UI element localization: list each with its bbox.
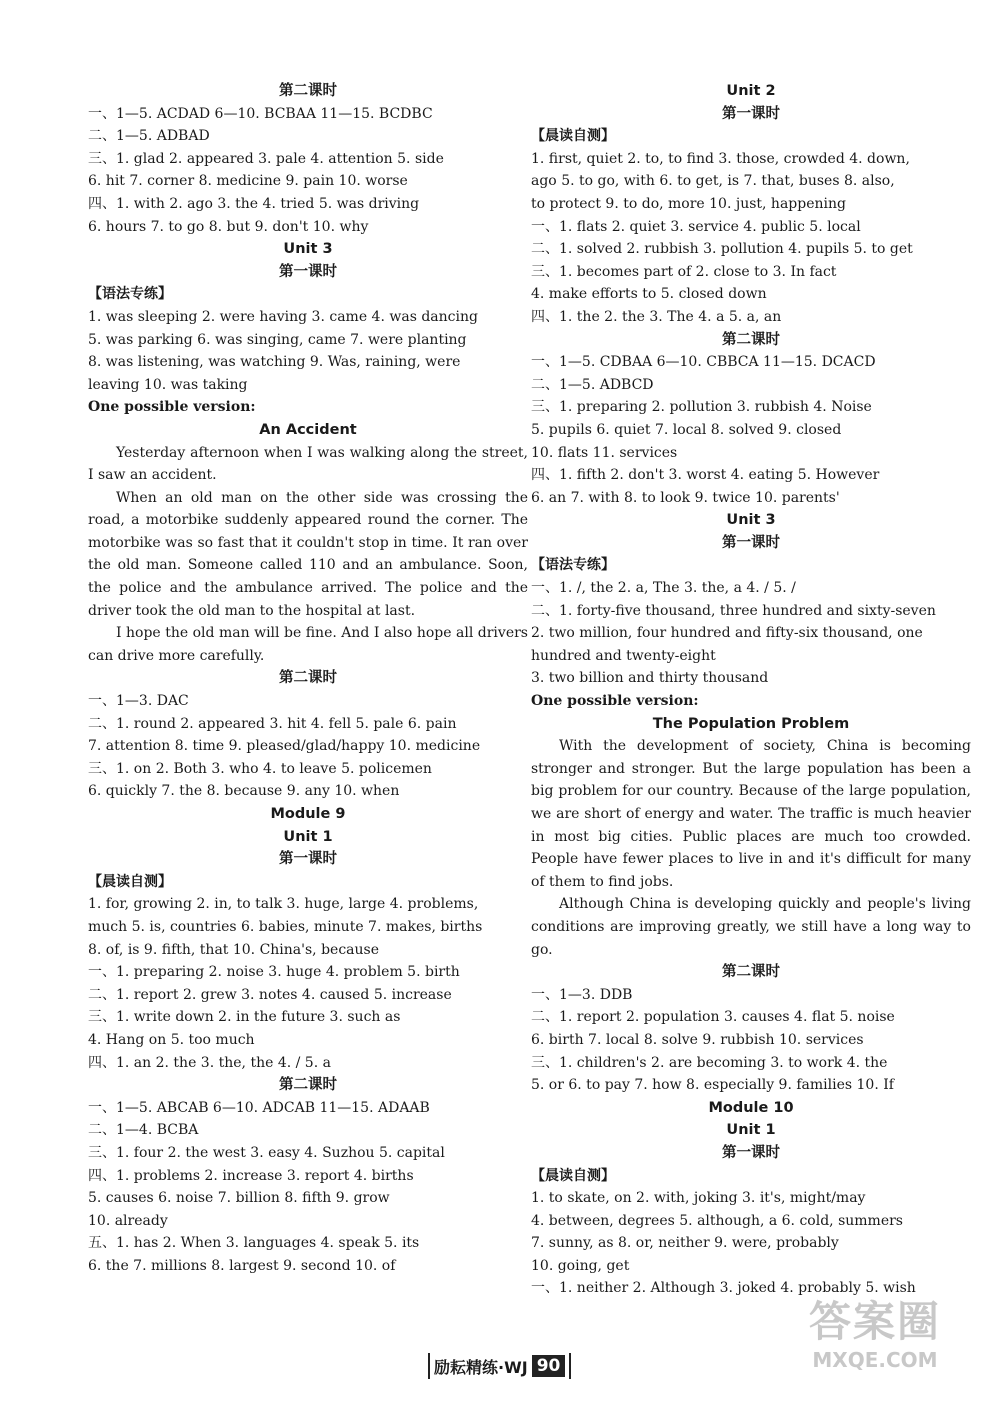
exercise-heading: 【晨读自测】 xyxy=(531,128,615,145)
section-heading: 第一课时 xyxy=(722,105,780,122)
section-heading: 第一课时 xyxy=(279,263,337,280)
answer-line: 二、1. report 2. population 3. causes 4. flat 5. noise xyxy=(531,1009,895,1026)
answer-line: 5. causes 6. noise 7. billion 8. fifth 9. grow xyxy=(88,1190,390,1207)
answer-line: 一、1—3. DAC xyxy=(88,693,189,710)
exercise-heading: 【晨读自测】 xyxy=(88,873,172,890)
section-heading: 第二课时 xyxy=(279,83,337,99)
watermark-text: 答案圈 xyxy=(808,1297,941,1346)
exercise-heading: 【语法专练】 xyxy=(531,557,615,574)
unit-heading: Unit 2 xyxy=(726,83,776,99)
answer-line: 10. going, get xyxy=(531,1257,630,1274)
answer-line: 一、1. neither 2. Although 3. joked 4. probably 5. wish xyxy=(531,1280,916,1297)
answer-line: 7. attention 8. time 9. pleased/glad/happy 10. medicine xyxy=(88,738,481,755)
answer-line: 6. quickly 7. the 8. because 9. any 10. when xyxy=(88,783,400,800)
essay-paragraph: I hope the old man will be fine. And I also hope all drivers can drive more carefully. xyxy=(88,625,528,664)
answer-line: 5. pupils 6. quiet 7. local 8. solved 9. closed xyxy=(531,421,842,438)
section-heading: 第一课时 xyxy=(722,1144,780,1161)
essay-paragraph: When an old man on the other side was crossing the road, a motorbike suddenly appeared round the corner. The motorbike was so fast that it couldn't stop in time. It ran over the old man. Someone called 110 and an ambulance. Soon, the police and the ambulance arrived. The police and the driver took the old man to the hospital at last. xyxy=(88,489,528,619)
answer-line: 6. birth 7. local 8. solve 9. rubbish 10. services xyxy=(531,1031,864,1048)
answer-line: 四、1. problems 2. increase 3. report 4. births xyxy=(88,1167,414,1184)
answer-line: 6. an 7. with 8. to look 9. twice 10. parents' xyxy=(531,489,840,506)
answer-line: 4. between, degrees 5. although, a 6. cold, summers xyxy=(531,1212,903,1229)
answer-line: much 5. is, countries 6. babies, minute 7. makes, births xyxy=(88,918,483,935)
answer-line: 4. Hang on 5. too much xyxy=(88,1031,255,1048)
answer-line: 10. flats 11. services xyxy=(531,444,678,461)
section-heading: 第二课时 xyxy=(279,670,337,687)
exercise-heading: 【晨读自测】 xyxy=(531,1167,615,1184)
essay-title: An Accident xyxy=(259,421,357,438)
answer-line: hundred and twenty-eight xyxy=(531,647,716,664)
answer-line: 一、1. flats 2. quiet 3. service 4. public 5. local xyxy=(531,218,861,235)
watermark-url: MXQE.COM xyxy=(812,1348,938,1372)
answer-line: 四、1. an 2. the 3. the, the 4. / 5. a xyxy=(88,1054,331,1071)
section-heading: 第一课时 xyxy=(279,851,337,868)
answer-line: 2. two million, four hundred and fifty-six thousand, one xyxy=(531,625,923,642)
page-footer xyxy=(428,1352,571,1380)
answer-line: 三、1. write down 2. in the future 3. such as xyxy=(88,1009,401,1026)
answer-line: 二、1—5. ADBCD xyxy=(531,376,654,393)
answer-line: 二、1—4. BCBA xyxy=(88,1122,199,1139)
brand-label: 励耘精练·WJ xyxy=(434,1357,528,1377)
answer-line: 4. make efforts to 5. closed down xyxy=(531,286,767,303)
right-column xyxy=(531,80,971,1300)
answer-line: 一、1—3. DDB xyxy=(531,986,633,1003)
answer-line: 3. two billion and thirty thousand xyxy=(531,670,769,687)
answer-line: 8. of, is 9. fifth, that 10. China's, because xyxy=(88,941,380,958)
essay-title: The Population Problem xyxy=(652,715,850,732)
essay-paragraph: Although China is developing quickly and people's living conditions are improving greatly, we still have a long way to go. xyxy=(531,896,971,958)
unit-heading: Unit 3 xyxy=(283,241,333,258)
answer-line: 二、1. solved 2. rubbish 3. pollution 4. pupils 5. to get xyxy=(531,241,913,258)
answer-line: 三、1. becomes part of 2. close to 3. In fact xyxy=(531,263,837,280)
section-heading: 第二课时 xyxy=(722,964,780,981)
answer-line: 7. sunny, as 8. or, neither 9. were, probably xyxy=(531,1235,839,1252)
unit-heading: Unit 3 xyxy=(726,512,776,529)
answer-line: 1. to skate, on 2. with, joking 3. it's, might/may xyxy=(531,1190,866,1207)
exercise-heading: 【语法专练】 xyxy=(88,286,172,303)
answer-line: 三、1. four 2. the west 3. easy 4. Suzhou 5. capital xyxy=(88,1144,445,1161)
answer-line: 四、1. with 2. ago 3. the 4. tried 5. was driving xyxy=(88,195,420,212)
page-number: 90 xyxy=(532,1355,566,1377)
answer-line: to protect 9. to do, more 10. just, happening xyxy=(531,195,846,212)
answer-line: 四、1. fifth 2. don't 3. worst 4. eating 5. However xyxy=(531,467,880,484)
answer-line: 四、1. the 2. the 3. The 4. a 5. a, an xyxy=(531,308,782,325)
answer-line: 三、1. preparing 2. pollution 3. rubbish 4. Noise xyxy=(531,399,872,416)
answer-line: 一、1—5. CDBAA 6—10. CBBCA 11—15. DCACD xyxy=(531,354,876,371)
answer-line: 五、1. has 2. When 3. languages 4. speak 5. its xyxy=(88,1235,420,1252)
watermark-logo xyxy=(780,1297,970,1377)
answer-line: 二、1. forty-five thousand, three hundred and sixty-seven xyxy=(531,602,936,619)
answer-line: 1. for, growing 2. in, to talk 3. huge, large 4. problems, xyxy=(88,896,479,913)
answer-line: 三、1. on 2. Both 3. who 4. to leave 5. policemen xyxy=(88,760,432,777)
answer-line: 10. already xyxy=(88,1212,168,1229)
answer-line: 三、1. children's 2. are becoming 3. to work 4. the xyxy=(531,1054,888,1071)
divider xyxy=(428,1353,430,1379)
module-heading: Module 10 xyxy=(708,1099,794,1116)
answer-line: 二、1. report 2. grew 3. notes 4. caused 5. increase xyxy=(88,986,452,1003)
unit-heading: Unit 1 xyxy=(283,828,333,845)
answer-line: 6. hours 7. to go 8. but 9. don't 10. why xyxy=(88,218,369,235)
answer-line: 8. was listening, was watching 9. Was, raining, were xyxy=(88,354,461,371)
essay-paragraph: Yesterday afternoon when I was walking along the street, I saw an accident. xyxy=(88,444,528,484)
answer-line: 一、1—5. ACDAD 6—10. BCBAA 11—15. BCDBC xyxy=(88,105,433,122)
answer-line: 一、1. preparing 2. noise 3. huge 4. problem 5. birth xyxy=(88,964,460,981)
answer-line: 6. the 7. millions 8. largest 9. second 10. of xyxy=(88,1257,396,1274)
answer-line: 二、1—5. ADBAD xyxy=(88,128,210,145)
section-heading: 第二课时 xyxy=(279,1077,337,1094)
divider xyxy=(569,1353,571,1379)
unit-heading: Unit 1 xyxy=(726,1122,776,1139)
answer-line: ago 5. to go, with 6. to get, is 7. that, buses 8. also, xyxy=(531,173,895,190)
answer-line: 1. was sleeping 2. were having 3. came 4. was dancing xyxy=(88,308,478,325)
section-heading: 第一课时 xyxy=(722,534,780,551)
answer-line: 1. first, quiet 2. to, to find 3. those, crowded 4. down, xyxy=(531,150,910,167)
essay-paragraph: With the development of society, China is becoming stronger and stronger. But the large population has been a big problem for our country. Because of the large population, we are short of energy and water. The traffic is much heavier in most big cities. Public places are much too crowded. People have fewer places to live in and it's difficult for many of them to find jobs. xyxy=(531,738,971,890)
answer-line: 6. hit 7. corner 8. medicine 9. pain 10. worse xyxy=(88,173,408,190)
answer-line: 三、1. glad 2. appeared 3. pale 4. attention 5. side xyxy=(88,150,444,167)
left-column xyxy=(88,80,528,1277)
answer-line: leaving 10. was taking xyxy=(88,376,248,393)
answer-line: 5. or 6. to pay 7. how 8. especially 9. families 10. If xyxy=(531,1077,894,1094)
answer-line: 5. was parking 6. was singing, came 7. were planting xyxy=(88,331,467,348)
essay-label: One possible version: xyxy=(531,693,699,710)
answer-line: 二、1. round 2. appeared 3. hit 4. fell 5. pale 6. pain xyxy=(88,715,457,732)
answer-line: 一、1. /, the 2. a, The 3. the, a 4. / 5. / xyxy=(531,580,796,597)
essay-label: One possible version: xyxy=(88,399,256,416)
section-heading: 第二课时 xyxy=(722,331,780,348)
module-heading: Module 9 xyxy=(270,806,346,822)
answer-line: 一、1—5. ABCAB 6—10. ADCAB 11—15. ADAAB xyxy=(88,1099,430,1116)
